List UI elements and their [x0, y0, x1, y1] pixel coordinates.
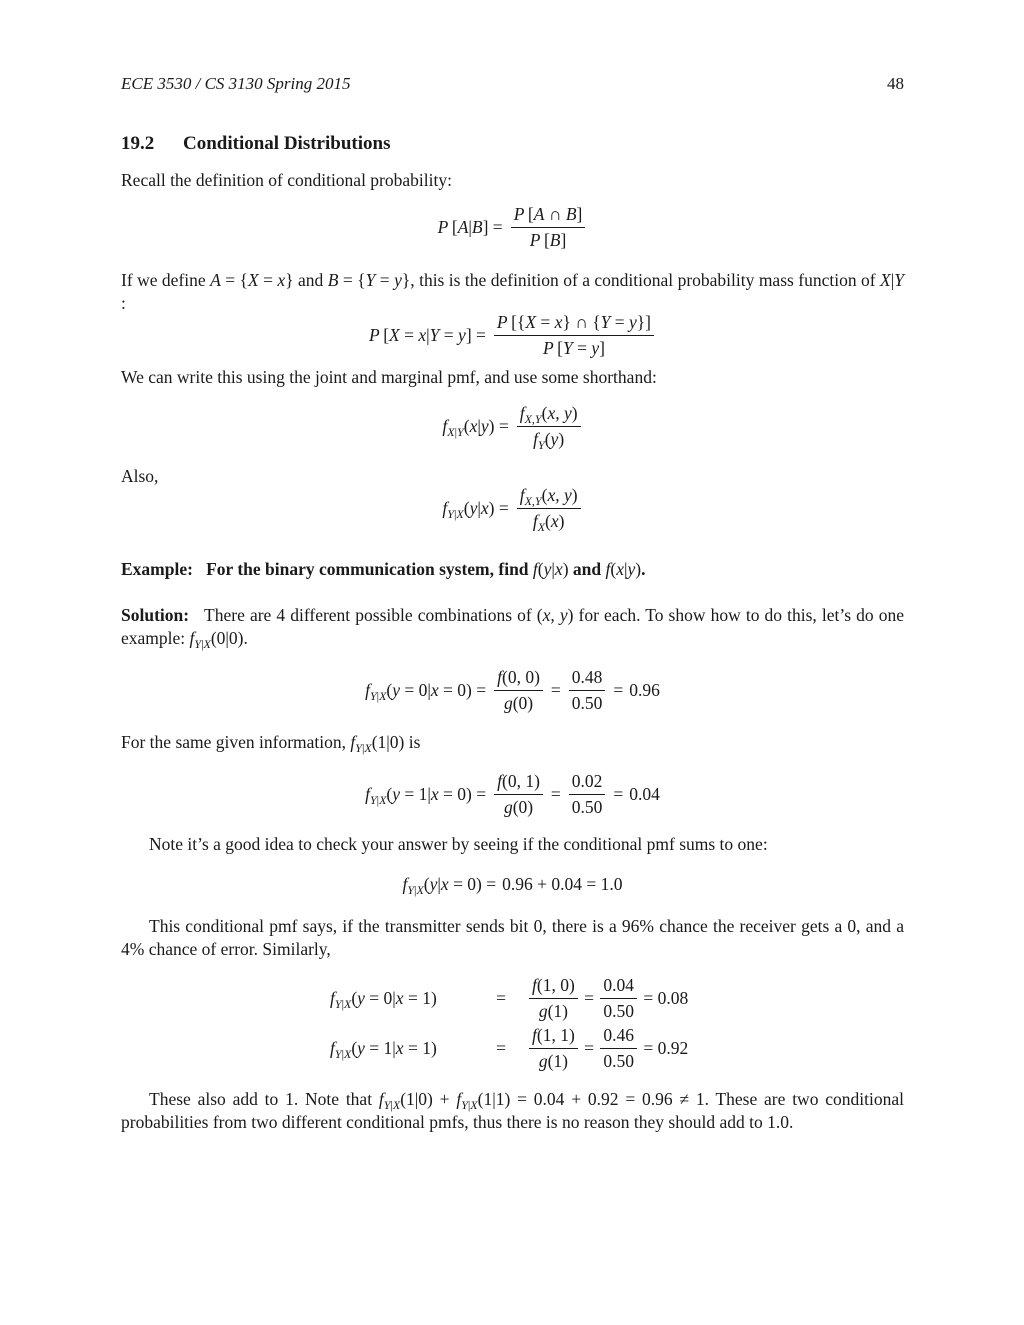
sum-value: 0.96 + 0.04 = 1.0: [502, 874, 623, 894]
paragraph-solution: Solution: There are 4 different possible combinations of (x, y) for each. To show how to do this, let’s do one example: $f_{Y|X}(0|0)$.: [121, 605, 904, 651]
same-info-a: For the same given information,: [121, 732, 351, 752]
same-info-b: is: [404, 732, 421, 752]
paragraph-same-info: For the same given information, $f_{Y|X}(1|0)$ is: [121, 732, 421, 755]
document-page: [121, 0, 904, 1325]
example-label: Example:: [121, 559, 193, 579]
example-text-a: For the binary communication system, find: [206, 559, 533, 579]
example-statement: Example: For the binary communication system, find f(y|x) and f(x|y).: [121, 559, 646, 579]
value-f11: 0.46: [600, 1025, 637, 1049]
result-f00: 0.96: [629, 680, 660, 700]
running-header: ECE 3530 / CS 3130 Spring 2015: [121, 74, 351, 93]
equation-fxgy: $f_{X|Y}(x|y)$ = $\frac{f_{X,Y}(x, y)}{f_Y(y)}$: [121, 403, 904, 450]
value-g0: 0.50: [571, 693, 603, 713]
paragraph-conditional-says: This conditional pmf says, if the transmitter sends bit 0, there is a 96% chance the receiver gets a 0, and a 4% chance of error. Similarly,: [121, 916, 904, 959]
value-g1: 0.50: [603, 1001, 635, 1021]
define-text-b: and: [293, 270, 328, 290]
example-text-b: and: [568, 559, 606, 579]
also-add-a: These also add to 1. Note that: [149, 1089, 379, 1109]
equation-sum: $f_{Y|X}(y|x = 0)$ = 0.96 + 0.04 = 1.0: [402, 874, 623, 897]
define-text-c: , this is the definition of a conditional probability mass function of: [410, 270, 881, 290]
value-f10: 0.04: [600, 975, 637, 999]
paragraph-note-check: Note it’s a good idea to check your answer by seeing if the conditional pmf sums to one:: [149, 834, 768, 854]
also-add-b: . These are two conditional probabilities from two different conditional pmfs, thus there is no reason they should add to 1.0.: [121, 1089, 904, 1132]
result-f11: 0.92: [657, 1038, 689, 1058]
array-row-1: $f_{Y|X}(y = 0|x = 1)$ = $\frac{f(1, 0)}{g(1)}$ = $\frac{0.04}{0.50}$ = 0.08: [330, 975, 689, 1021]
value-g0-b: 0.50: [571, 797, 603, 817]
paragraph-also: Also,: [121, 466, 159, 486]
value-f01: 0.02: [569, 771, 606, 795]
section-heading: [121, 133, 390, 155]
page-number: 48: [887, 74, 904, 93]
solution-text-a: There are 4 different possible combinations of: [204, 605, 537, 625]
equation-conditional-probability: P [A|B] = $\frac{P [A \cap B]}{P [B]}$: [121, 204, 904, 251]
cross-sum: 0.04 + 0.92 = 0.96 ≠ 1: [533, 1089, 705, 1109]
section-title: Conditional Distributions: [183, 133, 391, 154]
define-text-a: If we define: [121, 270, 211, 290]
equation-fygx: $f_{Y|X}(y|x)$ = $\frac{f_{X,Y}(x, y)}{f_X(x)}$: [121, 485, 904, 532]
result-f10: 0.08: [657, 988, 689, 1008]
value-f00: 0.48: [569, 667, 606, 691]
section-number: 19.2: [121, 133, 155, 154]
equation-array: [121, 975, 904, 1075]
paragraph-also-add: These also add to 1. Note that $f_{Y|X}(1|0) + f_{Y|X}(1|1) = 0.04 + 0.92 = 0.96 \ne 1$. These are two conditional probabilities from two different conditional pmfs, thus there is no reason they should add to 1.0.: [121, 1089, 904, 1132]
paragraph-recall: Recall the definition of conditional probability:: [121, 170, 452, 190]
paragraph-joint: We can write this using the joint and marginal pmf, and use some shorthand:: [121, 367, 657, 387]
equation-f01: $f_{Y|X}(y = 1|x = 0)$ = $\frac{f(0, 1)}{g(0)}$ = $\frac{0.02}{0.50}$ = 0.04: [365, 771, 660, 817]
paragraph-define: If we define A = {X = x} and B = {Y = y}, this is the definition of a conditional probability mass function of X|Y :: [121, 270, 904, 313]
solution-text-b: for each. To show how to do this, let’s do one example:: [121, 605, 904, 648]
value-g1-b: 0.50: [603, 1051, 635, 1071]
result-f01: 0.04: [629, 784, 660, 804]
array-row-2: $f_{Y|X}(y = 1|x = 1)$ = $\frac{f(1, 1)}{g(1)}$ = $\frac{0.46}{0.50}$ = 0.92: [330, 1025, 689, 1071]
equation-conditional-pmf: P [X = x|Y = y] = $\frac{P [\{X = x\} \cap \{Y = y\}]}{P [Y = y]}$: [121, 312, 904, 359]
equation-f00: $f_{Y|X}(y = 0|x = 0)$ = $\frac{f(0, 0)}{g(0)}$ = $\frac{0.48}{0.50}$ = 0.96: [365, 667, 660, 713]
solution-label: Solution:: [121, 605, 190, 625]
